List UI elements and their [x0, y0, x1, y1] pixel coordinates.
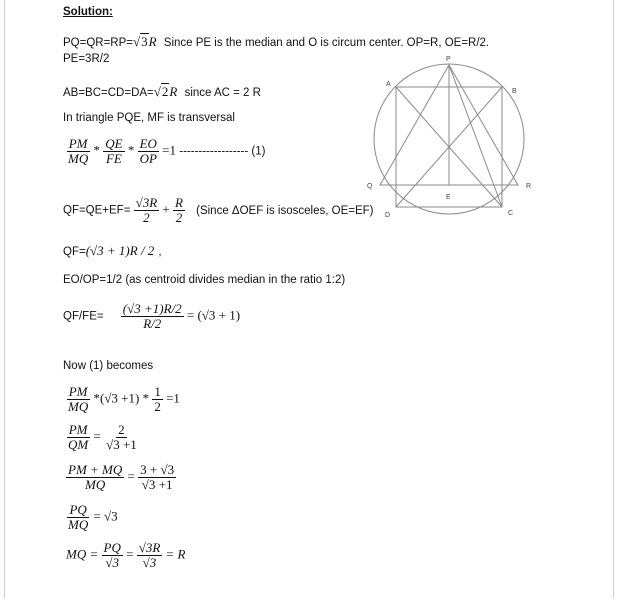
line-side-lengths: [63, 34, 489, 50]
now-becomes: Now (1) becomes: [63, 360, 154, 372]
qf-result-line: QF=(√3 + 1)R / 2 ,: [63, 243, 162, 258]
eo-op-line: EO/OP=1/2 (as centroid divides median in the ratio 1:2): [63, 274, 346, 286]
line-transversal: In triangle PQE, MF is transversal: [63, 112, 235, 124]
step-4: $\frac{PQ}{MQ}$ = √3: [68, 502, 118, 532]
step-5: MQ = $\frac{PQ}{√3}$ = $\frac{√3R}{√3}$ = R: [66, 540, 186, 570]
sqrt2-r: √2R: [153, 84, 178, 99]
l1-explanation: Since PE is the median and O is circum center. OP=R, OE=R/2.: [163, 37, 490, 49]
qf-fe-line: QF/FE= $\frac{(√3 +1)R/2}{R/2}$ = (√3 + 1): [63, 301, 241, 331]
step-3: $\frac{PM + MQ}{MQ}$ = $\frac{3 + √3}{√3 +1}$: [68, 462, 175, 492]
label-q: Q: [367, 183, 373, 190]
label-b: B: [512, 88, 517, 95]
l3-prefix: AB=BC=CD=DA=: [63, 87, 154, 99]
line-square-sides: [63, 84, 261, 100]
line-pe: PE=3R/2: [63, 53, 110, 65]
label-r: R: [526, 183, 532, 190]
menelaus-equation: $\frac{PM}{MQ}$ * $\frac{QE}{FE}$ * $\frac{EO}{OP}$ =1 ------------------ (1): [68, 136, 266, 166]
label-e: E: [446, 194, 451, 201]
label-d: D: [385, 212, 391, 219]
qf-sum-line: QF=QE+EF= $\frac{√3R}{2}$ + $\frac{R}{2}$ (Since ΔOEF is isosceles, OE=EF): [63, 195, 374, 225]
label-p: P: [446, 56, 451, 63]
l1-prefix: PQ=QR=RP=: [63, 37, 133, 49]
step-1: $\frac{PM}{MQ}$ *(√3 +1) * $\frac{1}{2}$ =1: [68, 384, 180, 414]
solution-heading: Solution:: [63, 6, 113, 18]
line-p-c: [449, 65, 502, 207]
label-c: C: [508, 210, 514, 217]
geometry-diagram: [360, 55, 550, 230]
label-a: A: [386, 81, 391, 88]
step-2: $\frac{PM}{QM}$ = $\frac{2}{√3 +1}$: [68, 422, 137, 452]
l3-explanation: since AC = 2 R: [184, 87, 261, 99]
sqrt3-r: √3R: [133, 34, 157, 49]
